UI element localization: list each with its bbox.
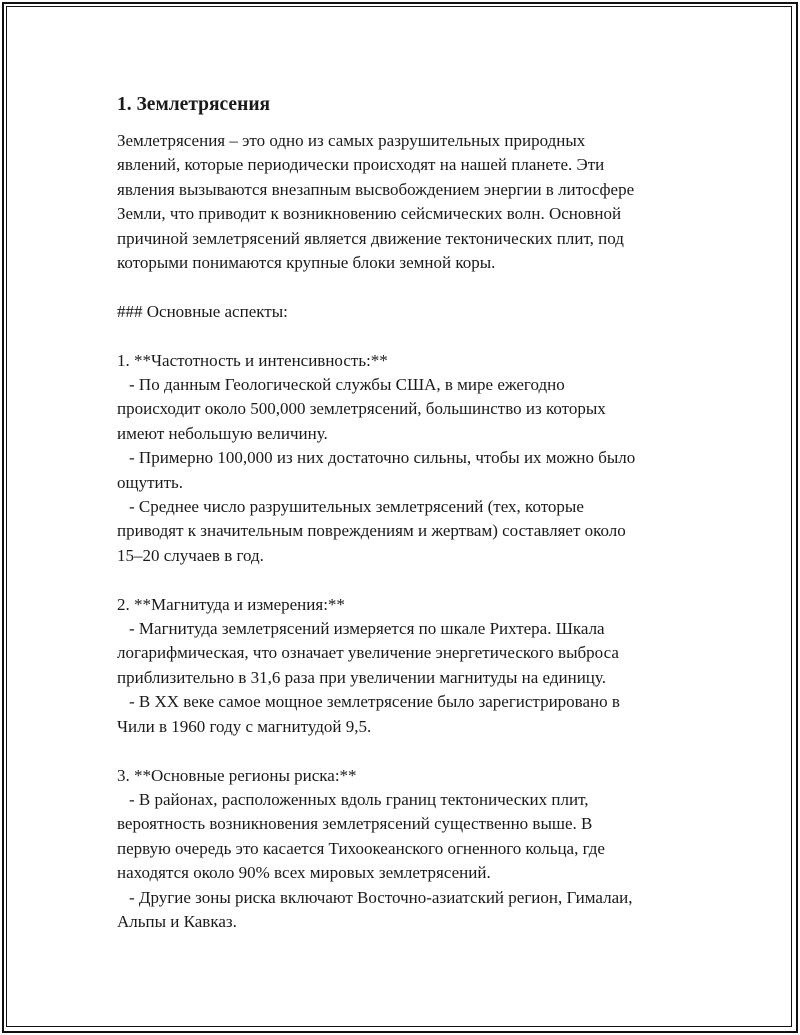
text-line: причиной землетрясений является движение тектонических плит, под	[117, 228, 624, 248]
text-line: Земли, что приводит к возникновению сейсмических волн. Основной	[117, 204, 622, 224]
bullet-line: - Другие зоны риска включают Восточно-азиатский регион, Гималаи,	[129, 887, 633, 907]
text-line: приблизительно в 31,6 раза при увеличении магнитуды на единицу.	[117, 667, 606, 687]
document-page	[117, 92, 697, 934]
bullet-line: - Примерно 100,000 из них достаточно сильны, чтобы их можно было	[129, 448, 636, 468]
text-line: первую очередь это касается Тихоокеанского огненного кольца, где	[117, 838, 605, 858]
bullet-line: - В XX веке самое мощное землетрясение было зарегистрировано в	[129, 692, 620, 712]
text-line: ощутить.	[117, 472, 184, 492]
text-line: Альпы и Кавказ.	[117, 911, 237, 931]
text-line: 15–20 случаев в год.	[117, 545, 264, 565]
list-item-heading: 2. **Магнитуда и измерения:**	[117, 594, 345, 614]
document-title: 1. Землетрясения	[117, 94, 271, 115]
blank-line	[117, 739, 697, 763]
text-line: которыми понимаются крупные блоки земной коры.	[117, 253, 496, 273]
blank-line	[117, 275, 697, 299]
text-line: явлений, которые периодически происходят на нашей планете. Эти	[117, 155, 605, 175]
bullet-line: - В районах, расположенных вдоль границ тектонических плит,	[129, 789, 589, 809]
text-line: имеют небольшую величину.	[117, 423, 328, 443]
text-line: происходит около 500,000 землетрясений, большинство из которых	[117, 399, 606, 419]
text-line: находятся около 90% всех мировых землетрясений.	[117, 863, 491, 883]
text-line: приводят к значительным повреждениям и жертвам) составляет около	[117, 521, 626, 541]
text-line: Землетрясения – это одно из самых разрушительных природных	[117, 131, 586, 150]
section-heading: ### Основные аспекты:	[117, 301, 288, 321]
list-item-heading: 1. **Частотность и интенсивность:**	[117, 350, 388, 370]
bullet-line: - Магнитуда землетрясений измеряется по шкале Рихтера. Шкала	[129, 619, 605, 639]
list-item-heading: 3. **Основные регионы риска:**	[117, 765, 357, 785]
blank-line	[117, 568, 697, 592]
text-line: Чили в 1960 году с магнитудой 9,5.	[117, 716, 372, 736]
text-line: логарифмическая, что означает увеличение энергетического выброса	[117, 643, 619, 663]
blank-line	[117, 324, 697, 348]
text-line: явления вызываются внезапным высвобождением энергии в литосфере	[117, 179, 635, 199]
bullet-line: - По данным Геологической службы США, в мире ежегодно	[129, 375, 565, 395]
text-line: вероятность возникновения землетрясений существенно выше. В	[117, 814, 593, 834]
bullet-line: - Среднее число разрушительных землетрясений (тех, которые	[129, 497, 584, 517]
